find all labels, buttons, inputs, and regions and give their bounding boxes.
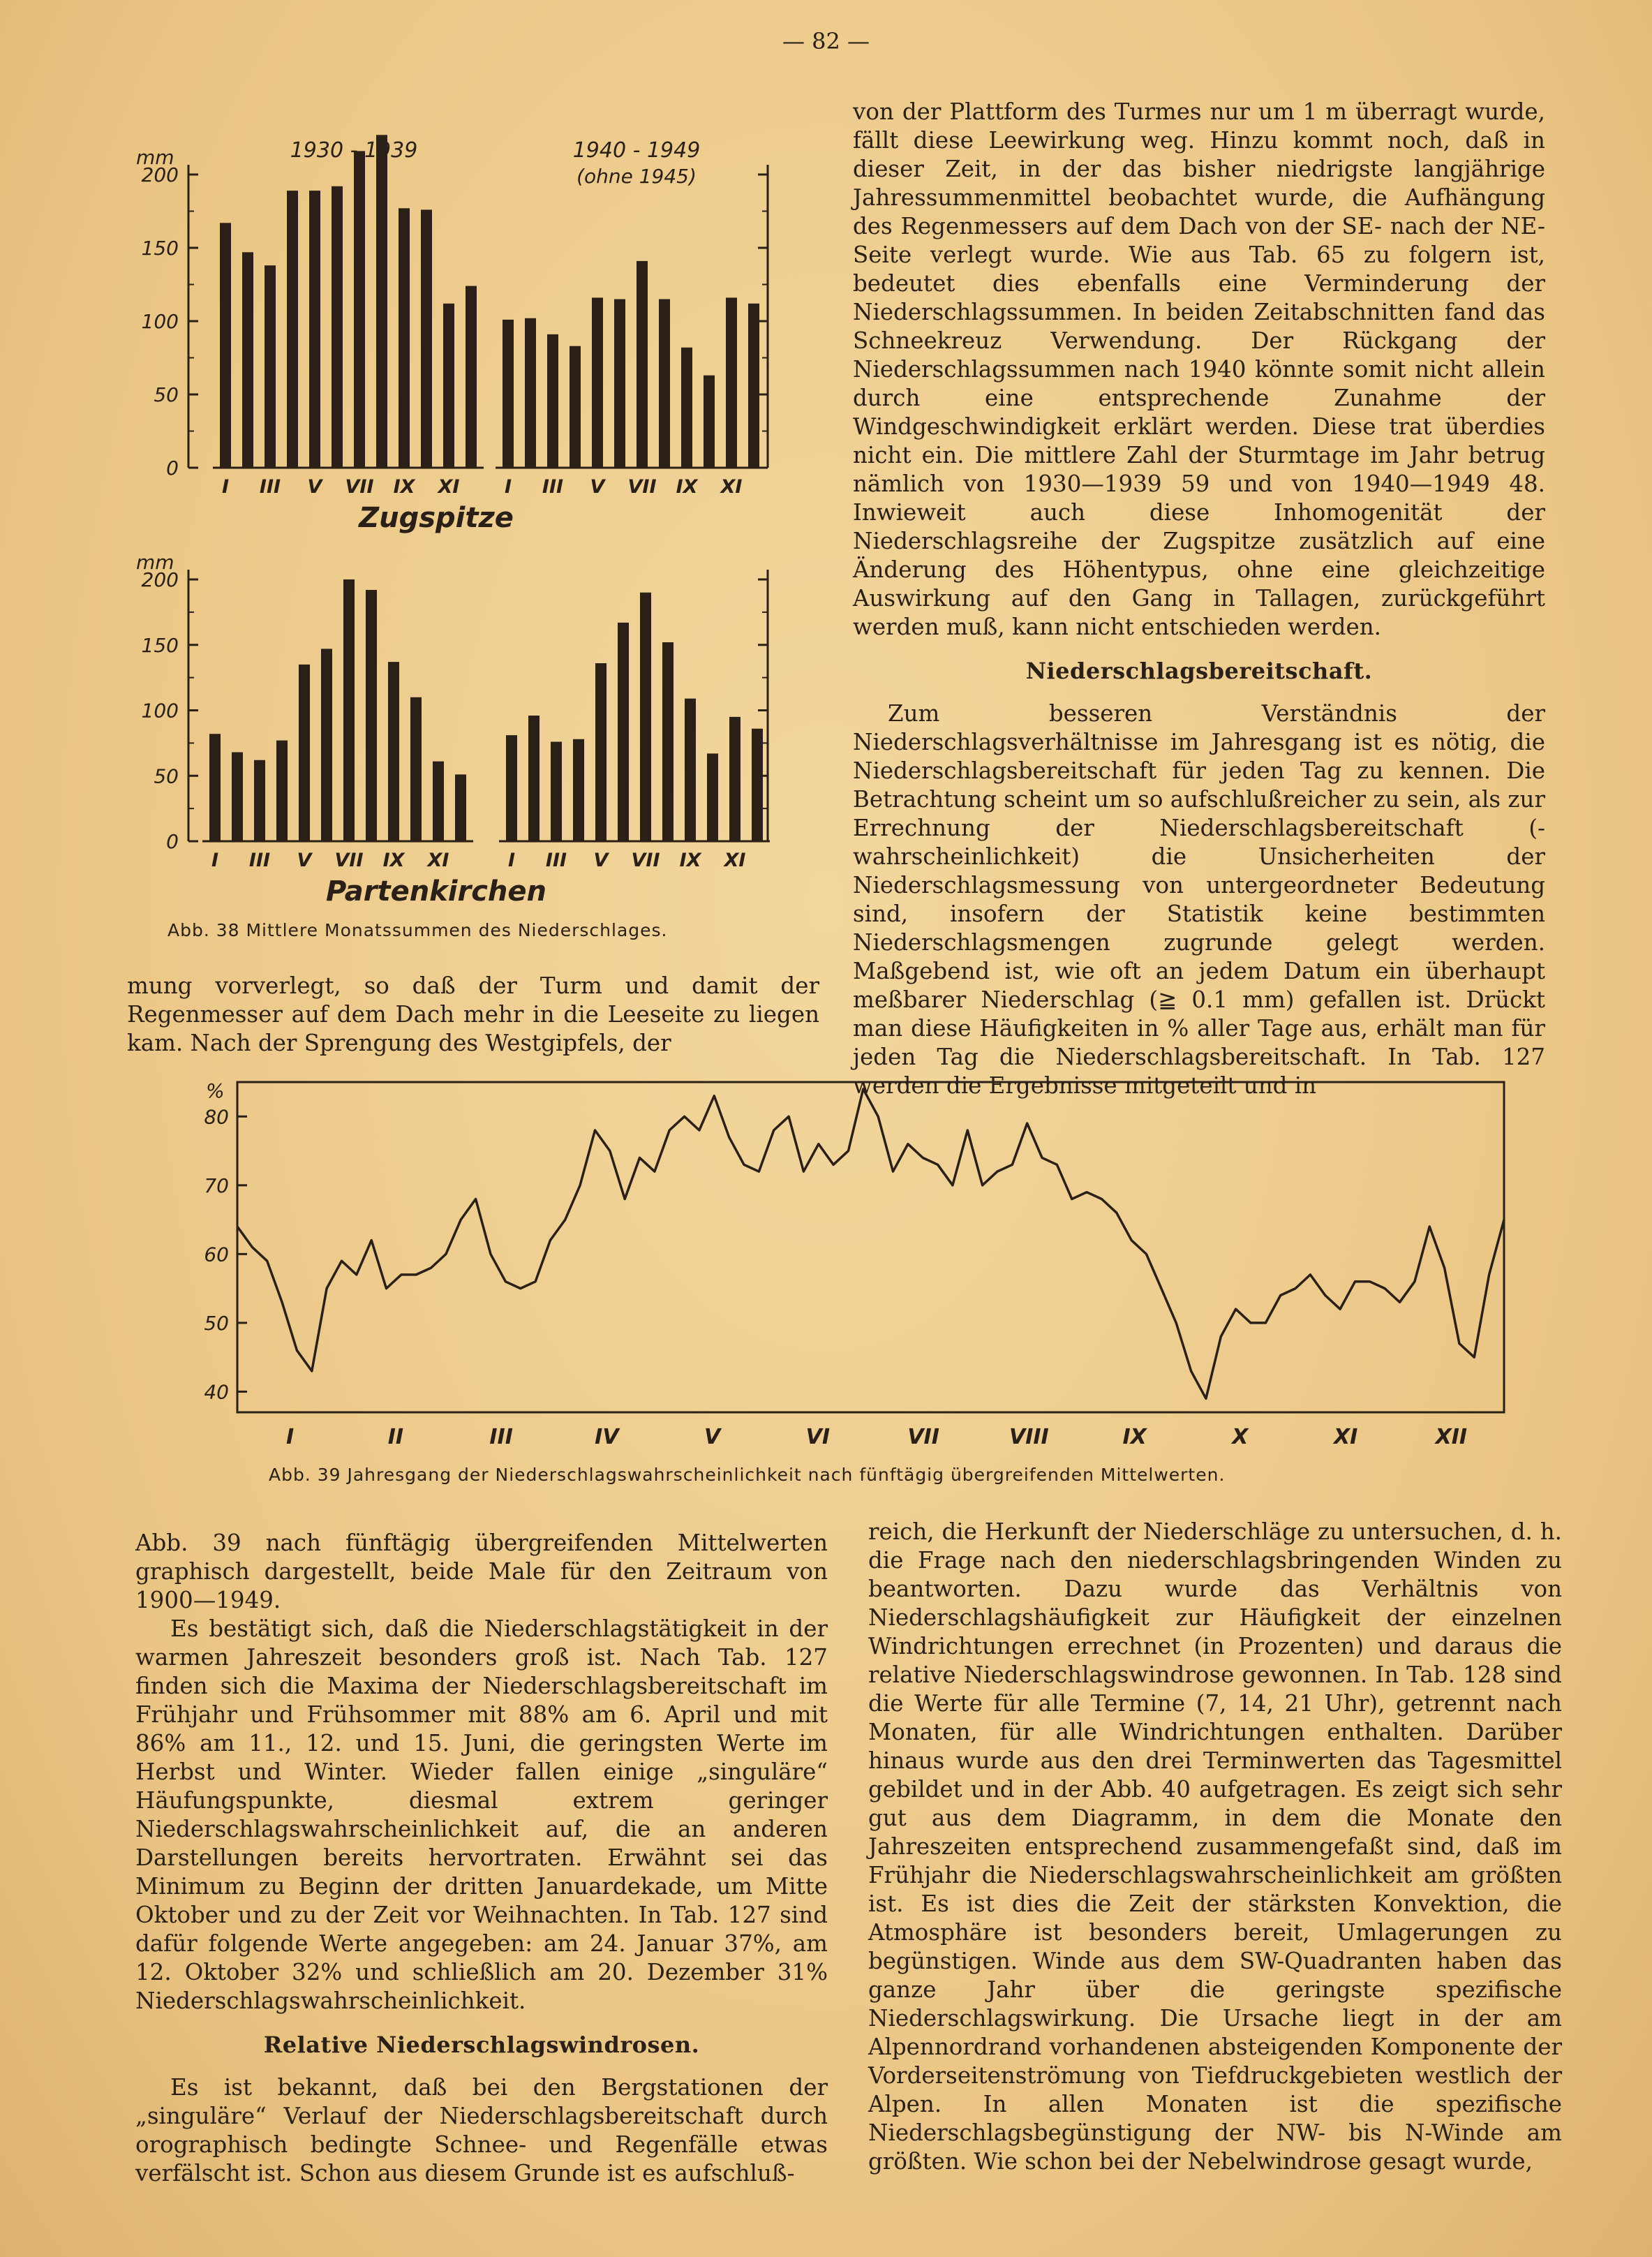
right-column-bottom [868,1518,1562,2176]
x-tick-label: XII [1435,1425,1468,1449]
x-tick-label: I [211,850,219,871]
x-tick-label: I [504,476,512,498]
figure-38-bar-charts [126,126,796,915]
y-tick-label: 200 [141,568,179,591]
bar [220,223,231,468]
bar [321,649,332,841]
bar [707,753,718,841]
x-tick-label: VI [805,1425,831,1449]
bar [455,774,466,841]
bar [399,208,410,468]
bar [551,742,562,842]
chart-title: Zugspitze [359,502,514,534]
bar [299,665,310,841]
bar [726,297,737,468]
y-tick-label: 0 [166,457,179,480]
x-tick-label: VII [631,850,660,871]
x-tick-label: VIII [1009,1425,1049,1449]
x-tick-label: XI [724,850,746,871]
right-column-top [853,98,1545,1100]
bar [433,762,444,841]
legend-series-label: 1940 - 1949 [572,138,701,163]
series-line [237,1089,1504,1398]
y-tick-label: 50 [204,1311,229,1335]
bar [343,579,355,841]
chart-title: Partenkirchen [325,875,547,908]
bar [525,318,536,468]
bar [276,741,288,841]
bar [704,376,715,468]
paragraph: Abb. 39 nach fünftägig übergreifenden Mittelwerten graphisch dargestellt, beide Male für den Zeitraum von 1900—1949. [135,1530,828,1613]
bar [376,135,387,468]
section-heading: Relative Niederschlagswindrosen. [263,2032,700,2058]
bar [681,348,692,468]
y-tick-label: 40 [204,1380,229,1404]
bar [354,151,365,468]
bar [662,642,674,841]
figure-39-caption: Abb. 39 Jahresgang der Niederschlagswahrscheinlichkeit nach fünftägig übergreifenden Mittelwerten. [269,1465,1226,1485]
bar [640,593,651,841]
x-tick-label: I [286,1425,295,1449]
x-tick-label: III [545,850,567,871]
x-tick-label: V [307,476,322,498]
x-tick-label: XI [427,850,449,871]
paragraph: Zum besseren Verständnis der Niederschlagsverhältnisse im Jahresgang ist es nötig, die Niederschlagsbereitschaft für jeden Tag zu kennen. Die Betrachtung scheint um so aufschlußreicher zu sein, als zur Errechnung der Niederschlagsbereitschaft (-wahrscheinlichkeit) die Unsicherheiten der Niederschlagsmessung von untergeordneter Bedeutung sind, insofern der Statistik keine bestimmten Niederschlagsmengen zugrunde gelegt werden. Maßgebend ist, wie oft an jedem Datum ein überhaupt meßbarer Niederschlag (≧ 0.1 mm) gefallen ist. Drückt man diese Häufigkeiten in % aller Tage aus, erhält man für jeden Tag die Niederschlagsbereitschaft. In Tab. 127 werden die Ergebnisse mitgeteilt und in [853,700,1545,1099]
y-tick-label: 50 [154,383,179,406]
x-tick-label: IX [1122,1425,1147,1449]
x-tick-label: V [297,850,312,871]
x-tick-label: IX [382,850,405,871]
bar [332,186,343,468]
bar [209,734,221,841]
figure-38-caption: Abb. 38 Mittlere Monatssummen des Niederschlages. [168,920,668,940]
x-tick-label: XI [1333,1425,1358,1449]
x-tick-label: V [590,476,605,498]
bar [254,760,265,841]
x-tick-label: IV [595,1425,619,1449]
page-number: — 82 — [782,28,870,54]
x-tick-label: III [248,850,271,871]
bar [232,753,243,842]
x-tick-label: IX [679,850,701,871]
y-unit-label: mm [136,146,174,169]
legend-series-note: (ohne 1945) [576,165,697,188]
y-tick-label: 150 [141,633,179,657]
paragraph: Es ist bekannt, daß bei den Bergstationen der „singuläre“ Verlauf der Niederschlagsbereitschaft durch orographisch bedingte Schnee- und Regenfälle etwas verfälscht ist. Schon aus diesem Grunde ist es aufschluß- [135,2074,828,2186]
bar [729,717,741,841]
bar [366,590,377,841]
bar [752,729,763,841]
bar [421,209,432,468]
x-tick-label: XI [438,476,460,498]
bar [570,346,581,468]
x-tick-label: IX [393,476,415,498]
x-tick-label: I [507,850,516,871]
x-tick-label: III [259,476,281,498]
bar [547,334,558,468]
y-tick-label: 60 [204,1243,229,1266]
left-column-top [127,972,819,1058]
y-unit-label: mm [136,551,174,574]
y-tick-label: 150 [141,237,179,260]
bar [685,699,696,841]
paragraph: reich, die Herkunft der Niederschläge zu untersuchen, d. h. die Frage nach den niederschlagsbringenden Winden zu beantworten. Dazu wurde das Verhältnis von Niederschlagshäufigkeit zur Häufigkeit der einzelnen Windrichtungen errechnet (in Prozenten) und daraus die relative Niederschlagswindrose gewonnen. In Tab. 128 sind die Werte für alle Termine (7, 14, 21 Uhr), getrennt nach Monaten, für alle Windrichtungen enthalten. Darüber hinaus wurde aus den drei Terminwerten das Tagesmittel gebildet und in der Abb. 40 aufgetragen. Es zeigt sich sehr gut aus dem Diagramm, in dem die Monate den Jahreszeiten entsprechend zusammengefaßt sind, daß im Frühjahr die Niederschlagswahrscheinlichkeit am größten ist. Es ist dies die Zeit der stärksten Konvektion, die Atmosphäre ist besonders bereit, Umlagerungen zu begünstigen. Winde aus dem SW-Quadranten haben das ganze Jahr über die geringste spezifische Niederschlagswirkung. Die Ursache liegt in der am Alpennordrand vorhandenen absteigenden Komponente der Vorderseitenströmung von Tiefdruckgebieten westlich der Alpen. In allen Monaten ist die spezifische Niederschlagsbegünstigung der NW- bis N-Winde am größten. Wie schon bei der Nebelwindrose gesagt wurde, [868,1518,1562,2175]
x-tick-label: V [593,850,609,871]
bar [503,320,514,468]
x-tick-label: I [221,476,230,498]
paragraph: mung vorverlegt, so daß der Turm und damit der Regenmesser auf dem Dach mehr in die Leeseite zu liegen kam. Nach der Sprengung des Westgipfels, der [127,972,819,1056]
x-tick-label: VII [627,476,657,498]
bar [410,697,422,841]
y-tick-label: 0 [166,830,179,853]
left-column-bottom [135,1529,828,2188]
x-tick-label: III [489,1425,513,1449]
x-tick-label: III [542,476,564,498]
paragraph: von der Plattform des Turmes nur um 1 m überragt wurde, fällt diese Leewirkung weg. Hinzu kommt noch, daß in dieser Zeit, in der das bisher niedrigste langjährige Jahressummenmittel beobachtet wurde, die Aufhängung des Regenmessers auf dem Dach von der SE- nach der NE-Seite verlegt wurde. Wie aus Tab. 65 zu folgern ist, bedeutet dies ebenfalls eine Verminderung der Niederschlagssummen. In beiden Zeitabschnitten fand das Schneekreuz Verwendung. Der Rückgang der Niederschlagssummen nach 1940 könnte somit nicht allein durch eine entsprechende Zunahme der Windgeschwindigkeit erklärt werden. Diese trat überdies nicht ein. Die mittlere Zahl der Sturmtage im Jahr betrug nämlich von 1930—1939 59 und von 1940—1949 48. Inwieweit auch diese Inhomogenität der Niederschlagsreihe der Zugspitze zusätzlich auf eine Änderung des Höhentypus, ohne eine gleichzeitige Auswirkung auf den Gang in Tallagen, zurückgeführt werden muß, kann nicht entschieden werden. [853,98,1545,640]
bar [614,299,625,468]
y-tick-label: 50 [154,764,179,788]
bar [309,191,320,468]
bar [748,304,759,468]
section-heading: Niederschlagsbereitschaft. [1025,658,1373,684]
bar [265,265,276,468]
y-tick-label: 100 [141,310,179,333]
y-tick-label: 200 [141,163,179,186]
x-tick-label: XI [720,476,743,498]
bar [573,739,584,841]
x-tick-label: VII [345,476,374,498]
legend-series-label: 1930 - 1939 [290,138,418,163]
x-tick-label: II [387,1425,404,1449]
bar [506,735,517,841]
bar [659,299,670,468]
x-tick-label: VII [907,1425,939,1449]
figure-39-line-chart [188,1075,1515,1452]
x-tick-label: V [704,1425,721,1449]
x-tick-label: IX [676,476,698,498]
x-tick-label: X [1232,1425,1249,1449]
bar [595,663,607,841]
y-tick-label: 80 [204,1105,229,1129]
bar [466,286,477,468]
bar [592,297,603,468]
y-tick-label: 100 [141,699,179,723]
bar [242,252,253,468]
bar [388,662,399,841]
bar [443,304,454,468]
bar [618,623,629,841]
y-unit-label: % [206,1079,225,1102]
plot-frame [237,1082,1504,1412]
y-tick-label: 70 [204,1174,229,1197]
paragraph: Es bestätigt sich, daß die Niederschlagstätigkeit in der warmen Jahreszeit besonders groß ist. Nach Tab. 127 finden sich die Maxima der Niederschlagsbereitschaft im Frühjahr und Frühsommer mit 88% am 6. April und mit 86% am 11., 12. und 15. Juni, die geringsten Werte im Herbst und Winter. Wieder fallen einige „singuläre“ Häufungspunkte, diesmal extrem geringer Niederschlagswahrscheinlichkeit auf, die an anderen Darstellungen bereits hervortraten. Erwähnt sei das Minimum zu Beginn der dritten Januardekade, um Mitte Oktober und zu der Zeit vor Weihnachten. In Tab. 127 sind dafür folgende Werte angegeben: am 24. Januar 37%, am 12. Oktober 32% und schließlich am 20. Dezember 31% Niederschlagswahrscheinlichkeit. [135,1615,828,2014]
bar [637,261,648,468]
bar [287,191,298,468]
bar [528,716,539,841]
x-tick-label: VII [334,850,364,871]
